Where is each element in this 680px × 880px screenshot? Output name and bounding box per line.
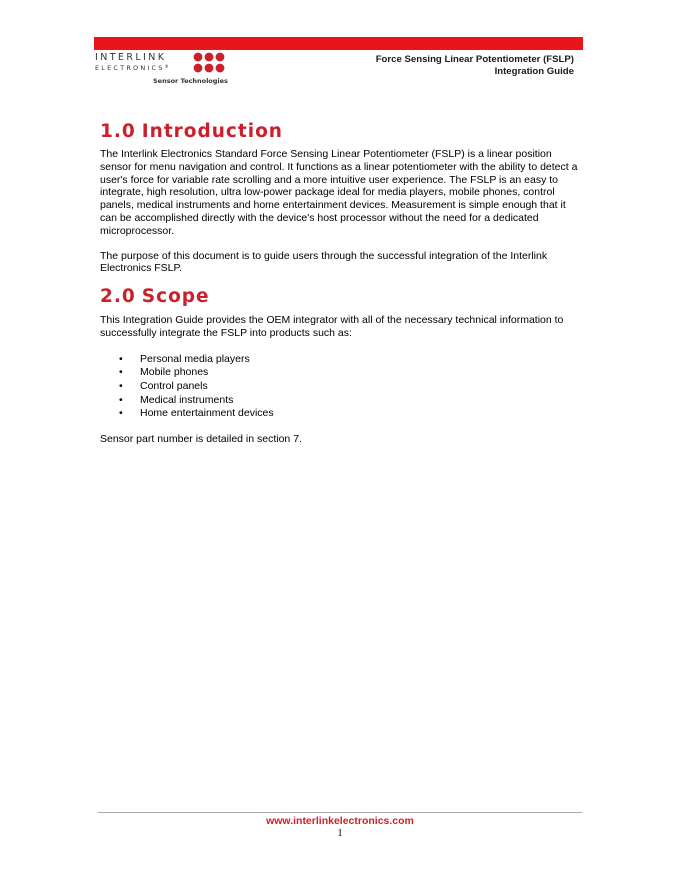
footer-website-link[interactable]: www.interlinkelectronics.com	[266, 815, 414, 827]
logo-dots-icon	[193, 52, 227, 74]
list-item: • Personal media players	[119, 352, 250, 365]
intro-paragraph-2: The purpose of this document is to guide users through the successful integration of the Interlink Electronics FSLP.	[100, 249, 548, 275]
bullet-icon: •	[119, 407, 123, 420]
bullet-icon: •	[119, 352, 123, 365]
list-item: • Medical instruments	[119, 393, 234, 406]
list-item: • Home entertainment devices	[119, 407, 274, 420]
section-heading-introduction: 1.0 Introduction	[100, 121, 283, 142]
document-header-title	[376, 54, 574, 78]
scope-closing-paragraph: Sensor part number is detailed in section 7.	[100, 432, 302, 445]
intro-paragraph-1: The Interlink Electronics Standard Force Sensing Linear Potentiometer (FSLP) is a linear position sensor for menu navigation and control. It functions as a linear potentiometer with the ability to detect a user's force for variable rate scrolling and a more intuitive user experience. The FSLP is an easy to integrate, high resolution, ultra low-power package ideal for media players, mobile phones, control panels, medical instruments and home entertainment devices. Measurement is simple enough that it can be accomplished directly with the device's host processor without the need for a dedicated microprocessor.	[100, 148, 578, 237]
bullet-icon: •	[119, 366, 123, 379]
page-number: 1	[337, 828, 343, 839]
section-heading-scope: 2.0 Scope	[100, 286, 210, 308]
company-logo	[95, 52, 235, 88]
footer-divider	[98, 812, 582, 813]
logo-tagline: Sensor Technologies	[153, 77, 228, 85]
bullet-icon: •	[119, 393, 123, 406]
logo-wordmark-line1: INTERLINK	[95, 52, 167, 63]
product-list	[100, 353, 582, 421]
header-title-line1: Force Sensing Linear Potentiometer (FSLP)	[375, 54, 574, 65]
header-red-bar	[94, 37, 583, 50]
header-title-line2: Integration Guide	[494, 66, 574, 77]
list-item: • Mobile phones	[119, 366, 209, 379]
logo-wordmark-line2: ELECTRONICS®	[95, 64, 171, 72]
scope-intro-paragraph: This Integration Guide provides the OEM integrator with all of the necessary technical information to successfully integrate the FSLP into products such as:	[100, 314, 564, 339]
page-content	[100, 120, 582, 446]
list-item: • Control panels	[119, 379, 208, 392]
bullet-icon: •	[119, 379, 123, 392]
